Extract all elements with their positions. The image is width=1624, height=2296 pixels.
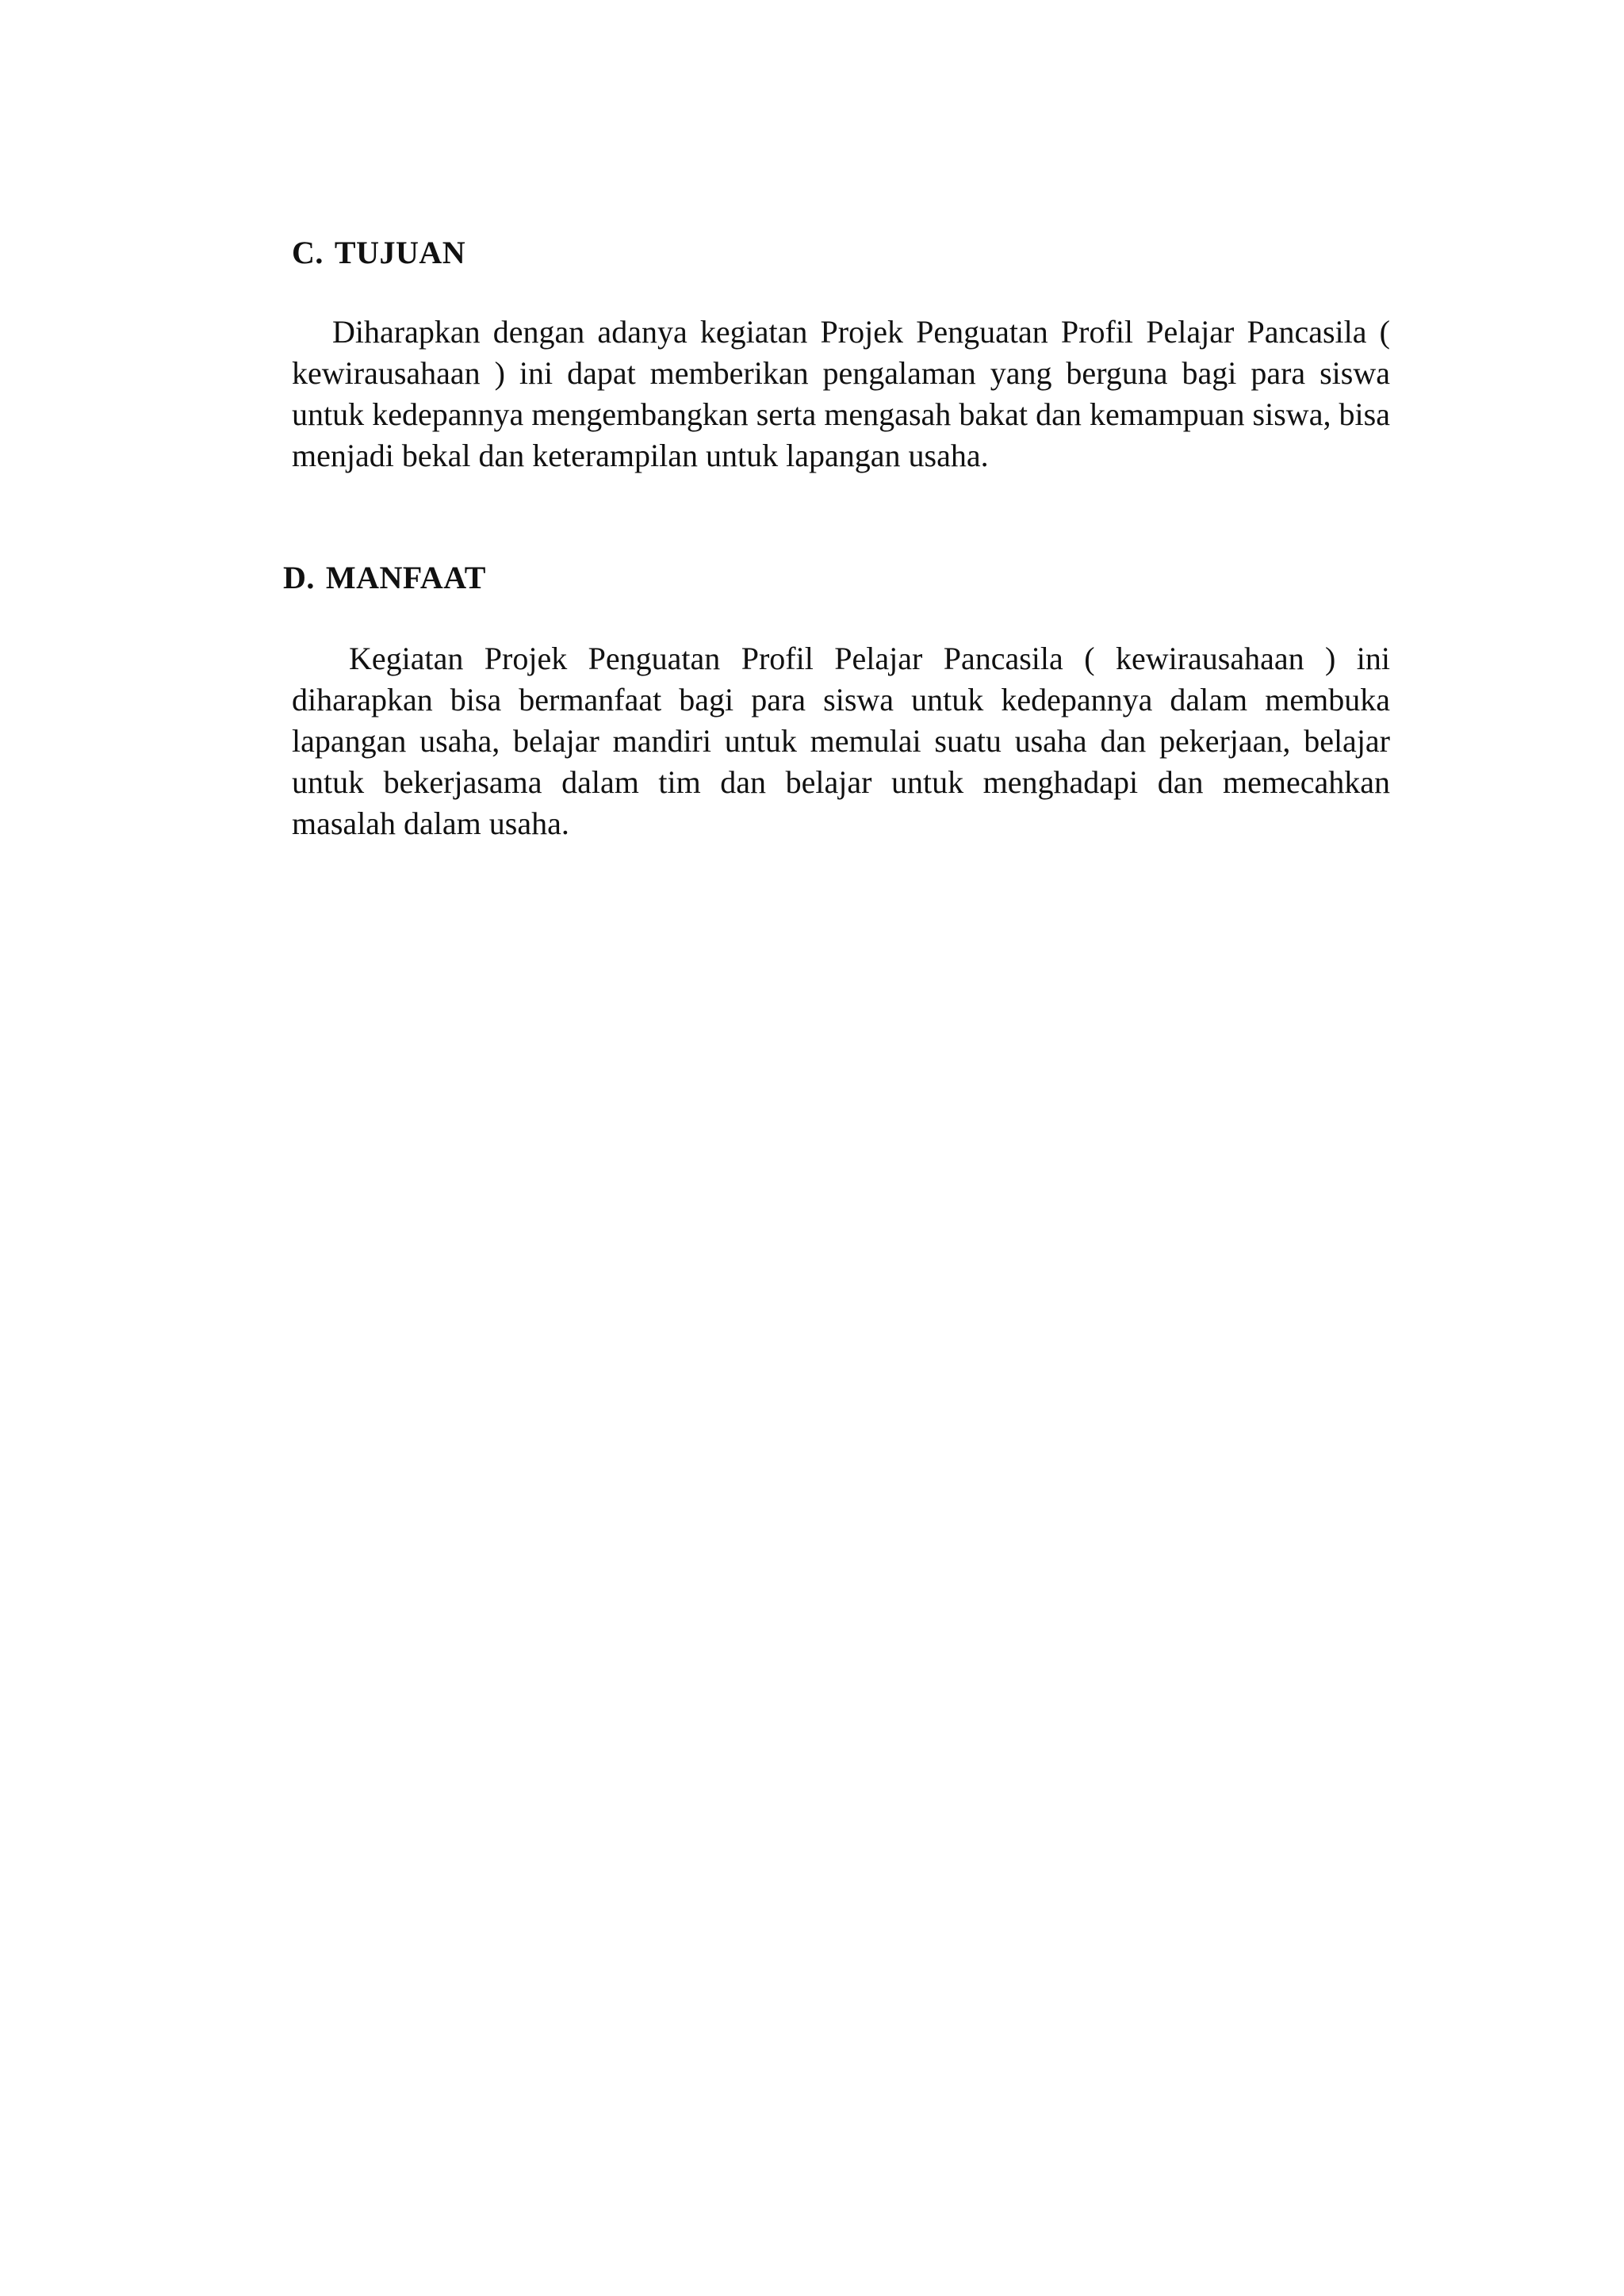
section-number: C. xyxy=(292,235,324,270)
section-number: D. xyxy=(283,560,315,595)
section-title: TUJUAN xyxy=(334,235,466,270)
section-heading-tujuan xyxy=(292,234,465,272)
section-paragraph-tujuan: Diharapkan dengan adanya kegiatan Projek Penguatan Profil Pelajar Pancasila ( kewirausahaan ) ini dapat memberikan pengalaman yang berguna bagi para siswa untuk kedepannya mengembangkan serta mengasah bakat dan kemampuan siswa, bisa menjadi bekal dan keterampilan untuk lapangan usaha. xyxy=(292,314,1390,473)
section-paragraph-manfaat: Kegiatan Projek Penguatan Profil Pelajar Pancasila ( kewirausahaan ) ini diharapkan bisa bermanfaat bagi para siswa untuk kedepannya dalam membuka lapangan usaha, belajar mandiri untuk memulai suatu usaha dan pekerjaan, belajar untuk bekerjasama dalam tim dan belajar untuk menghadapi dan memecahkan masalah dalam usaha. xyxy=(292,641,1390,841)
section-heading-manfaat xyxy=(283,559,486,597)
section-title: MANFAAT xyxy=(325,560,486,595)
